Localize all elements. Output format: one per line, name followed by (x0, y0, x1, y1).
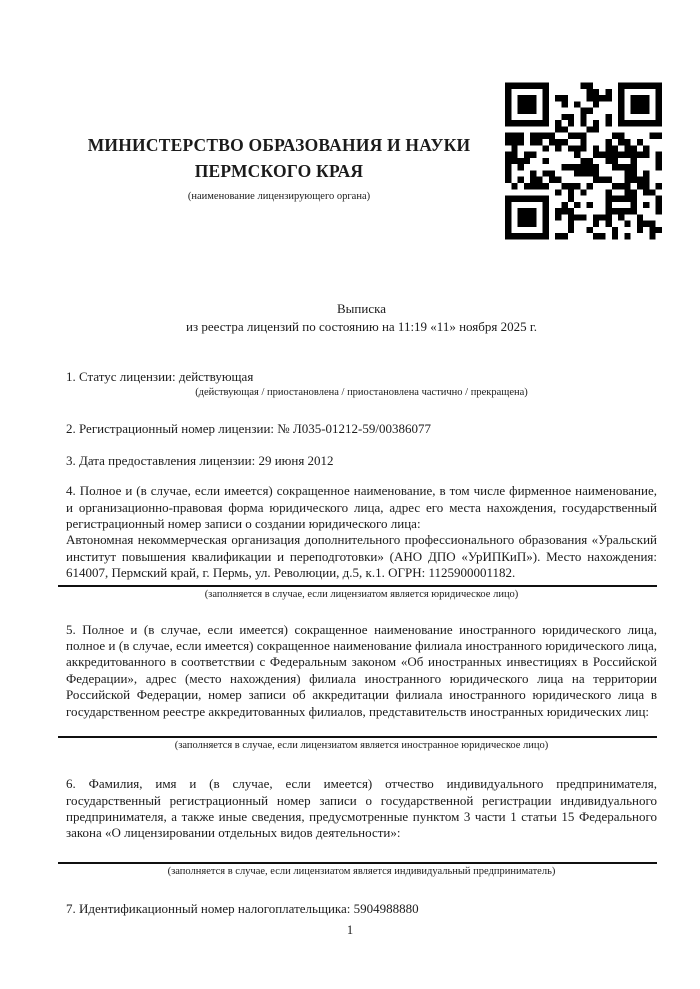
individual-entrepreneur-value (66, 842, 657, 859)
ministry-caption: (наименование лицензирующего органа) (187, 191, 371, 202)
legal-entity-value: Автономная некоммерческая организация дополнительного профессионального образования «Уральский институт повышения квалификации и переподготовки» (АНО ДПО «УрИПКиП»). Место нахождения: 614007, Пермский край, г. Пермь, ул. Революции, д.5, к.1. ОГРН: 1125900001182. (66, 532, 657, 581)
document-title-line1: Выписка (337, 301, 386, 316)
item-license-grant-date: 3. Дата предоставления лицензии: 29 июня 2012 (66, 452, 334, 468)
foreign-entity-value (66, 720, 657, 733)
individual-entrepreneur-caption: (заполняется в случае, если лицензиатом является индивидуальный предприниматель) (167, 865, 556, 877)
ministry-name-line2: ПЕРМСКОГО КРАЯ (194, 161, 364, 181)
item-license-status (66, 369, 657, 399)
license-status-caption: (действующая / приостановлена / приостановлена частично / прекращена) (195, 387, 528, 399)
qr-code-icon (505, 80, 662, 242)
document-title-line2: из реестра лицензий по состоянию на 11:19 «11» ноября 2025 г. (186, 319, 537, 334)
page-number: 1 (346, 923, 354, 937)
individual-entrepreneur-label: 6. Фамилия, имя и (в случае, если имеется) отчество индивидуального предпринимателя, государственный регистрационный номер записи о государственной регистрации индивидуального предпринимателя, а также иные сведения, предусмотренные пунктом 3 части 1 статьи 15 Федерального закона «О лицензировании отдельных видов деятельности»: (66, 776, 657, 841)
fill-line-legal-entity (58, 585, 657, 587)
fill-line-individual-entrepreneur (58, 862, 657, 864)
legal-entity-caption: (заполняется в случае, если лицензиатом является юридическое лицо) (204, 588, 519, 600)
ministry-name-line1: МИНИСТЕРСТВО ОБРАЗОВАНИЯ И НАУКИ (87, 135, 471, 155)
foreign-entity-caption: (заполняется в случае, если лицензиатом является иностранное юридическое лицо) (174, 740, 549, 752)
foreign-entity-label: 5. Полное и (в случае, если имеется) сокращенное наименование иностранного юридического лица, полное и (в случае, если имеется) сокращенное наименование филиала иностранного юридического лица, аккредитованного в соответствии с Федеральным законом «Об иностранных инвестициях в Российской Федерации», адрес (место нахождения) филиала иностранного юридического лица на территории Российской Федерации, номер записи об аккредитации филиала иностранного юридического лица в государственном реестре аккредитованных филиалов, представительств иностранных юридических лиц: (66, 621, 657, 719)
licensing-authority-header (66, 132, 492, 203)
document-body (66, 300, 657, 917)
item-individual-entrepreneur (66, 776, 657, 878)
item-legal-entity (66, 483, 657, 600)
item-registration-number: 2. Регистрационный номер лицензии: № Л035-01212-59/00386077 (66, 421, 432, 437)
item-taxpayer-id: 7. Идентификационный номер налогоплательщика: 5904988880 (66, 900, 419, 916)
legal-entity-label: 4. Полное и (в случае, если имеется) сокращенное наименование, в том числе фирменное наименование, и организационно-правовая форма юридического лица, адрес его места нахождения, государственный регистрационный номер записи о создании юридического лица: (66, 483, 657, 532)
item-foreign-entity (66, 622, 657, 752)
fill-line-foreign-entity (58, 736, 657, 738)
document-title (66, 300, 657, 336)
license-status-text: 1. Статус лицензии: действующая (66, 369, 254, 384)
